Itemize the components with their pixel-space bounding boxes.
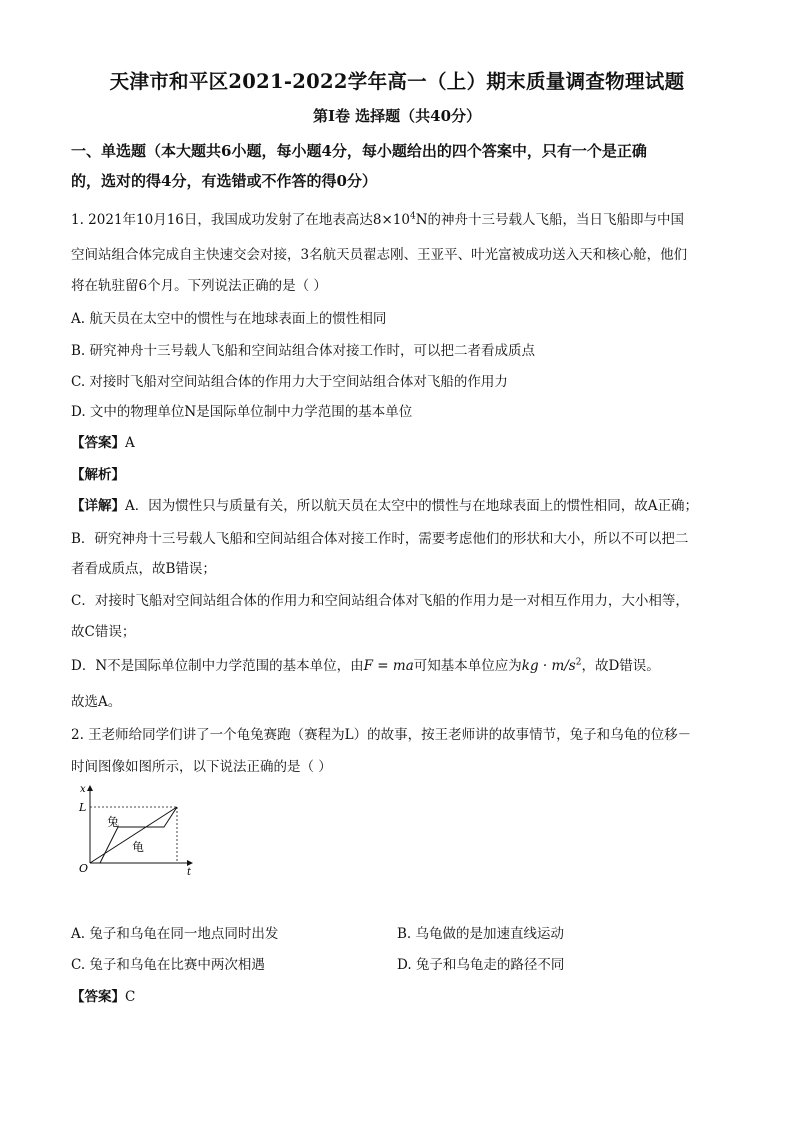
q1-stem-line1: 1. 2021年10月16日，我国成功发射了在地表高达$8\times 10^4N$的神舟十三号载人飞船，当日飞船即与中国	[71, 211, 685, 228]
section-heading-line1: 一、单选题（本大题共6小题，每小题4分，每小题给出的四个答案中，只有一个是正确	[71, 142, 647, 160]
q1-detail-b-line1: B．研究神舟十三号载人飞船和空间站组合体对接工作时，需要考虑他们的形状和大小，所以不可以把二	[71, 531, 689, 547]
origin-label: O	[79, 862, 89, 875]
rabbit-label: 兔	[107, 815, 120, 829]
q2-option-b: B. 乌龟做的是加速直线运动	[397, 926, 565, 942]
q1-detail-b-line2: 者看成质点，故B错误；	[71, 561, 216, 577]
turtle-line	[90, 807, 177, 863]
document-title: 天津市和平区2021-2022学年高一（上）期末质量调查物理试题	[109, 70, 685, 93]
q2-option-c: C. 兔子和乌龟在比赛中两次相遇	[71, 957, 265, 973]
q2-option-d: D. 兔子和乌龟走的路径不同	[397, 957, 565, 973]
section-heading-line2: 的，选对的得4分，有选错或不作答的得0分）	[71, 172, 377, 190]
q2-option-a: A. 兔子和乌龟在同一地点同时出发	[71, 926, 279, 942]
turtle-label: 龟	[132, 840, 145, 854]
q2-stem-line1: 2. 王老师给同学们讲了一个龟兔赛跑（赛程为L）的故事，按王老师讲的故事情节，兔子和乌龟的位移－	[71, 727, 692, 743]
q1-option-d: D. 文中的物理单位N是国际单位制中力学范围的基本单位	[71, 404, 413, 420]
q1-detail-d: D．N不是国际单位制中力学范围的基本单位，由F = ma可知基本单位应为kg · $m/s^2$，故D错误。	[71, 657, 660, 674]
q1-option-c: C. 对接时飞船对空间站组合体的作用力大于空间站组合体对飞船的作用力	[71, 374, 508, 390]
unit-kg-m-s2: kg · m/s	[521, 658, 576, 674]
q1-stem-line2: 空间站组合体完成自主快速交会对接，3名航天员翟志刚、王亚平、叶光富被成功送入天和核心舱，他们	[71, 247, 688, 263]
l-label: L	[79, 801, 87, 814]
x-axis-label: t	[187, 867, 192, 878]
q2-stem-line2: 时间图像如图所示，以下说法正确的是（ ）	[71, 759, 332, 775]
q1-option-b: B. 研究神舟十三号载人飞船和空间站组合体对接工作时，可以把二者看成质点	[71, 343, 536, 359]
q1-detail-c-line2: 故C错误；	[71, 624, 136, 640]
section-subtitle: 第Ⅰ卷 选择题（共40分）	[312, 107, 482, 125]
rabbit-turtle-xt-graph	[72, 780, 202, 880]
q1-detail-a: 【详解】A．因为惯性只与质量有关，所以航天员在太空中的惯性与在地球表面上的惯性相同，故A正确；	[71, 498, 698, 514]
q1-answer: 【答案】A	[71, 435, 135, 451]
q1-detail-c-line1: C．对接时飞船对空间站组合体的作用力和空间站组合体对飞船的作用力是一对相互作用力，大小相等，	[71, 593, 689, 609]
q1-option-a: A. 航天员在太空中的惯性与在地球表面上的惯性相同	[71, 311, 387, 327]
q1-stem-line3: 将在轨驻留6个月。下列说法正确的是（ ）	[71, 278, 327, 294]
q1-conclusion: 故选A。	[71, 694, 122, 710]
q2-answer: 【答案】C	[71, 989, 136, 1005]
formula-f-ma: F = ma	[363, 658, 414, 674]
q1-analysis-label: 【解析】	[71, 467, 125, 483]
y-axis-label: x	[80, 784, 86, 795]
